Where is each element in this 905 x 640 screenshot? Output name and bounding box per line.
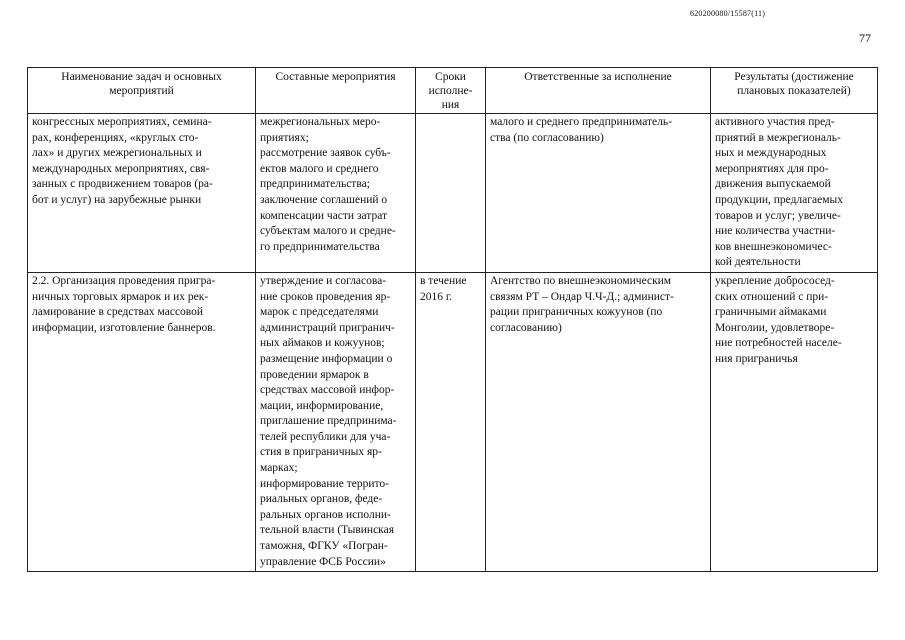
cell-activities-line: марок с председателями (260, 306, 379, 319)
cell-results-line: приятий в межрегиональ- (715, 131, 841, 144)
cell-activities-line: го предпринимательства (260, 240, 380, 253)
cell-activities-line: таможня, ФГКУ «Погран- (260, 540, 388, 553)
cell-activities-line: заключение соглашений о (260, 193, 388, 206)
cell-results (711, 114, 878, 273)
cell-results-line: Монголии, удовлетворе- (715, 321, 835, 334)
cell-responsible-line: рации приграничных кожуунов (по (490, 306, 663, 319)
cell-task-line: занных с продвижением товаров (ра- (32, 178, 213, 191)
cell-activities-line: риальных органов, феде- (260, 493, 383, 506)
cell-results-line: укрепление добрососед- (715, 274, 835, 287)
cell-task (28, 272, 256, 571)
table-header-row (28, 68, 878, 114)
cell-results-line: ских отношений с при- (715, 290, 829, 303)
cell-results (711, 272, 878, 571)
cell-activities-line: предпринимательства; (260, 178, 370, 191)
document-code: 620200080/15587(11) (690, 9, 766, 18)
cell-deadline-line: в течение (420, 274, 467, 287)
cell-task-line: ламирование в средствах массовой (32, 306, 204, 319)
cell-activities-line: марках; (260, 462, 298, 475)
table-row (28, 272, 878, 571)
cell-activities-line: компенсации части затрат (260, 209, 388, 222)
cell-activities-line: размещение информации о (260, 352, 393, 365)
cell-activities-line: ральных органов исполни- (260, 508, 391, 521)
cell-activities-line: приятиях; (260, 131, 309, 144)
cell-results-line: продукции, предлагаемых (715, 193, 843, 206)
cell-results-line: граничными аймаками (715, 306, 827, 319)
cell-activities-line: утверждение и согласова- (260, 274, 387, 287)
cell-activities-line: средствах массовой инфор- (260, 384, 395, 397)
measures-table (27, 67, 878, 572)
cell-results-line: ных и международных (715, 147, 827, 160)
cell-activities-line: телей республики для уча- (260, 430, 391, 443)
cell-task-line: информации, изготовление баннеров. (32, 321, 216, 334)
cell-task-line: ничных торговых ярмарок и их рек- (32, 290, 209, 303)
page-number: 77 (859, 31, 871, 45)
cell-responsible-line: малого и среднего предприниматель- (490, 116, 672, 128)
cell-activities-line: информирование террито- (260, 477, 389, 490)
cell-activities-line: межрегиональных меро- (260, 116, 381, 128)
cell-activities-line: рассмотрение заявок субъ- (260, 147, 391, 160)
cell-activities-line: стия в приграничных яр- (260, 446, 382, 459)
cell-activities-line: приглашение предпринима- (260, 415, 397, 428)
header-responsible: Ответственные за исполнение (486, 68, 711, 114)
cell-activities-line: проведении ярмарок в (260, 368, 369, 381)
cell-results-line: ние количества участни- (715, 225, 836, 238)
cell-activities-line: ектов малого и среднего (260, 162, 379, 175)
cell-deadline-line: 2016 г. (420, 290, 453, 303)
cell-task-line: конгрессных мероприятиях, семина- (32, 116, 212, 128)
cell-task (28, 114, 256, 273)
cell-responsible-line: Агентство по внешнеэкономическим (490, 274, 672, 287)
cell-activities-line: мации, информирование, (260, 399, 384, 412)
cell-task-line: рах, конференциях, «круглых сто- (32, 131, 199, 144)
cell-responsible-line: согласованию) (490, 321, 562, 334)
table-row (28, 114, 878, 273)
cell-responsible-line: связям РТ – Ондар Ч.Ч-Д.; админист- (490, 290, 674, 303)
cell-activities-line: управление ФСБ России» (260, 555, 386, 568)
cell-results-line: кой деятельности (715, 256, 801, 269)
cell-activities-line: субъектам малого и средне- (260, 225, 396, 238)
cell-responsible (486, 272, 711, 571)
header-deadline: Сроки исполне-ния (416, 68, 486, 114)
cell-responsible-line: ства (по согласованию) (490, 131, 604, 144)
cell-deadline (416, 272, 486, 571)
cell-activities-line: тельной власти (Тывинская (260, 524, 394, 537)
cell-task-line: бот и услуг) на зарубежные рынки (32, 193, 202, 206)
cell-responsible (486, 114, 711, 273)
cell-results-line: мероприятиях для про- (715, 162, 829, 175)
cell-results-line: ние потребностей населе- (715, 337, 842, 350)
cell-results-line: активного участия пред- (715, 116, 835, 128)
cell-results-line: товаров и услуг; увеличе- (715, 209, 841, 222)
header-task: Наименование задач и основных мероприятий (28, 68, 256, 114)
cell-task-line: лах» и других межрегиональных и (32, 147, 202, 160)
cell-task-line: 2.2. Организация проведения пригра- (32, 274, 216, 287)
cell-results-line: ния приграничья (715, 352, 798, 365)
cell-activities-line: администраций пригранич- (260, 321, 395, 334)
cell-activities (256, 272, 416, 571)
cell-deadline (416, 114, 486, 273)
cell-results-line: движения выпускаемой (715, 178, 831, 191)
cell-activities-line: ных аймаков и кожуунов; (260, 337, 385, 350)
cell-results-line: ков внешнеэкономичес- (715, 240, 832, 253)
header-results: Результаты (достижение плановых показателей) (711, 68, 878, 114)
cell-activities (256, 114, 416, 273)
header-activities: Составные мероприятия (256, 68, 416, 114)
cell-activities-line: ние сроков проведения яр- (260, 290, 391, 303)
cell-task-line: международных мероприятиях, свя- (32, 162, 210, 175)
